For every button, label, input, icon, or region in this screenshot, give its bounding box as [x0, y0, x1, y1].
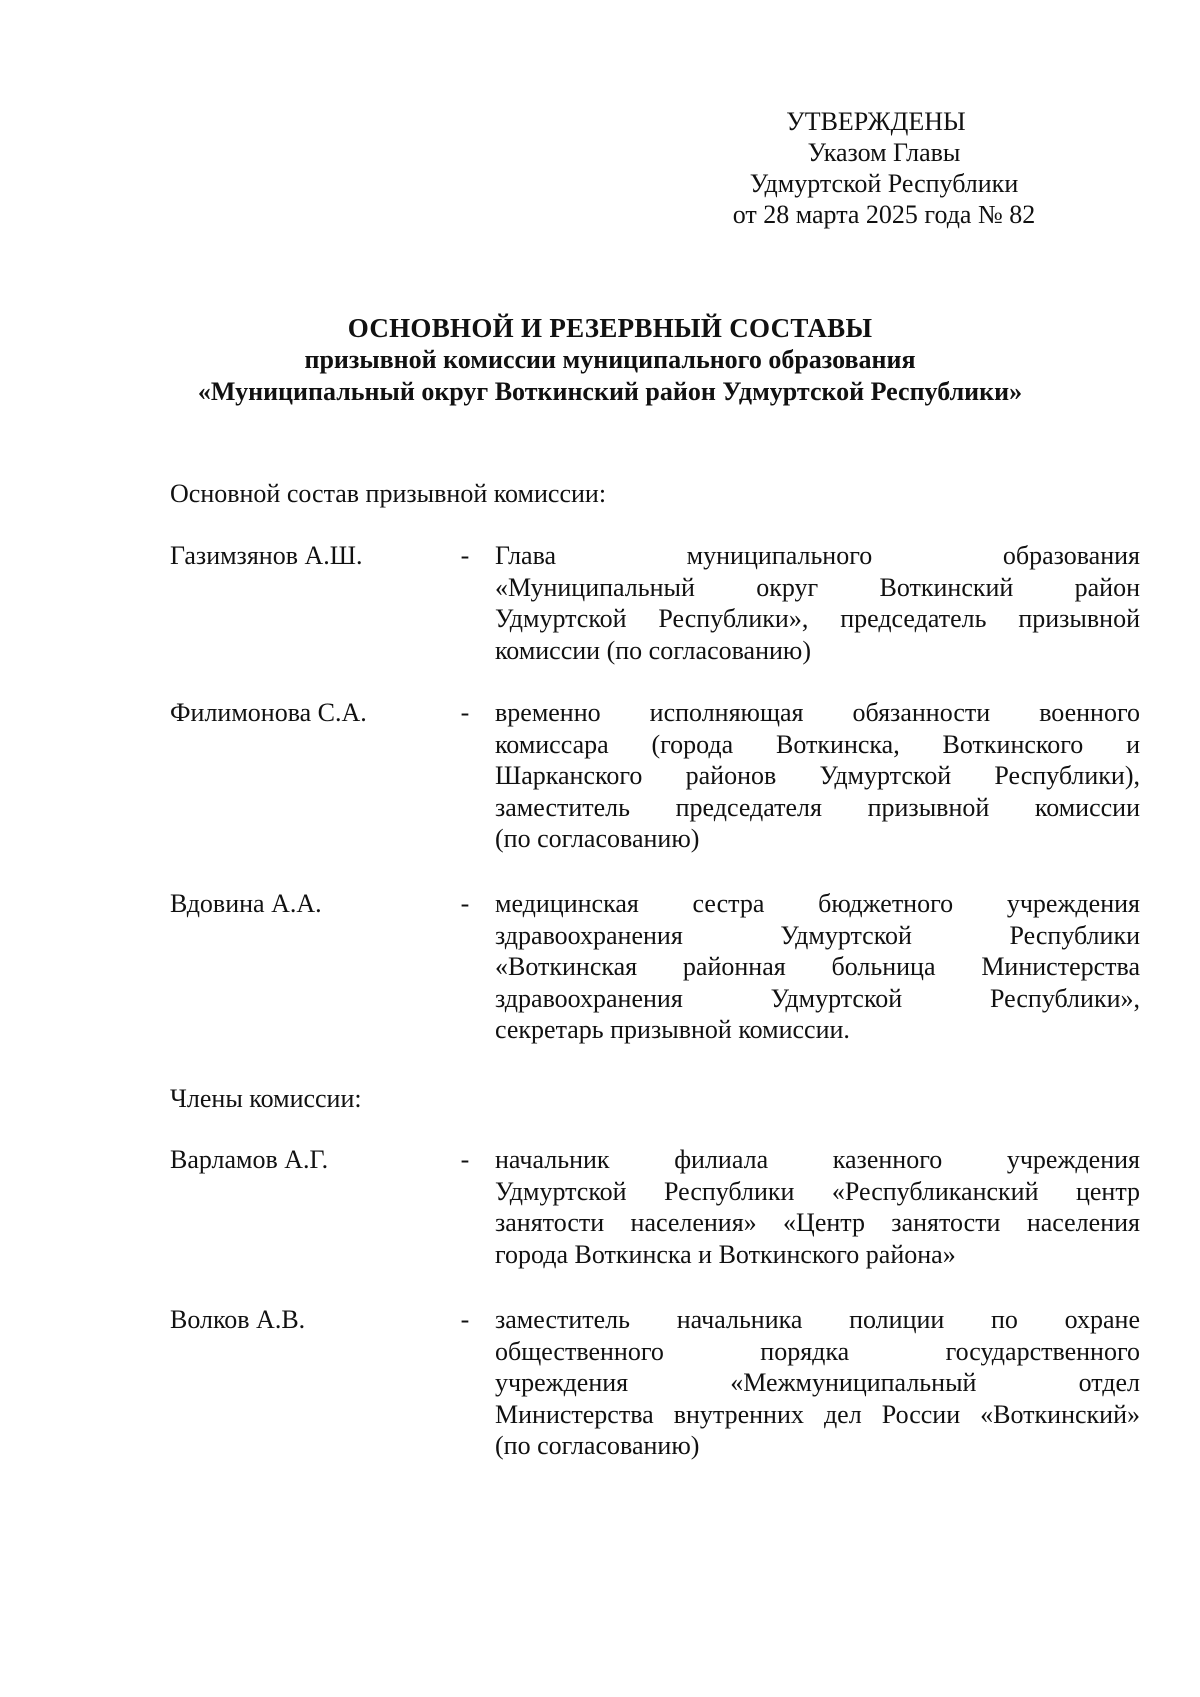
member-description-line: секретарь призывной комиссии. [495, 1015, 850, 1044]
member-description-line: заместитель начальника полиции по охране [495, 1305, 1140, 1334]
member-description [495, 888, 1140, 1046]
member-dash: - [460, 698, 470, 727]
member-description-line: Министерства внутренних дел России «Воткинский» [495, 1399, 1140, 1429]
member-description-line: «Муниципальный округ Воткинский район [495, 572, 1140, 602]
member-description [495, 697, 1140, 855]
member-description-line: комиссии (по согласованию) [495, 635, 811, 665]
member-description-line: «Воткинская районная больница Министерства [495, 952, 1140, 981]
member-dash: - [460, 541, 470, 570]
member-description [495, 540, 1140, 666]
member-description-line: (по согласованию) [495, 1431, 700, 1460]
member-name: Вдовина А.А. [170, 889, 322, 918]
title-sub-2: «Муниципальный округ Воткинский район Удмуртской Республики» [197, 377, 1023, 406]
member-description-line: заместитель председателя призывной комиссии [495, 792, 1140, 822]
document-title [0, 312, 1200, 408]
approval-line-decree: Указом Главы [807, 138, 961, 167]
main-composition-label: Основной состав призывной комиссии: [170, 479, 607, 508]
member-description-line: Шарканского районов Удмуртской Республики), [495, 761, 1140, 790]
approval-line-republic: Удмуртской Республики [749, 169, 1019, 198]
member-description [495, 1144, 1140, 1270]
approval-line-date: от 28 марта 2025 года № 82 [732, 200, 1036, 229]
member-description [495, 1304, 1140, 1462]
member-name: Филимонова С.А. [170, 698, 367, 727]
member-description-line: (по согласованию) [495, 824, 700, 853]
member-name: Газимзянов А.Ш. [170, 541, 363, 570]
member-description-line: общественного порядка государственного [495, 1336, 1140, 1366]
member-description-line: учреждения «Межмуниципальный отдел [495, 1368, 1140, 1397]
member-description-line: комиссара (города Воткинска, Воткинского и [495, 729, 1140, 759]
member-dash: - [460, 889, 470, 918]
member-name: Варламов А.Г. [170, 1145, 329, 1174]
member-description-line: занятости населения» «Центр занятости населения [495, 1208, 1140, 1237]
member-description-line: здравоохранения Удмуртской Республики [495, 920, 1140, 950]
approval-heading: УТВЕРЖДЕНЫ [786, 107, 966, 136]
member-description-line: медицинская сестра бюджетного учреждения [495, 889, 1140, 918]
member-description-line: начальник филиала казенного учреждения [495, 1145, 1140, 1174]
approval-stamp-block [690, 106, 1090, 230]
member-dash: - [460, 1145, 470, 1174]
member-dash: - [460, 1305, 470, 1334]
member-description-line: города Воткинска и Воткинского района» [495, 1239, 956, 1269]
title-sub-1: призывной комиссии муниципального образования [304, 345, 916, 374]
member-description-line: Удмуртской Республики «Республиканский центр [495, 1176, 1140, 1206]
member-name: Волков А.В. [170, 1305, 306, 1334]
member-description-line: Глава муниципального образования [495, 541, 1140, 570]
member-description-line: временно исполняющая обязанности военного [495, 698, 1140, 727]
members-label: Члены комиссии: [170, 1084, 362, 1113]
member-description-line: здравоохранения Удмуртской Республики», [495, 983, 1140, 1013]
title-main: ОСНОВНОЙ И РЕЗЕРВНЫЙ СОСТАВЫ [347, 313, 873, 343]
member-description-line: Удмуртской Республики», председатель призывной [495, 604, 1140, 633]
